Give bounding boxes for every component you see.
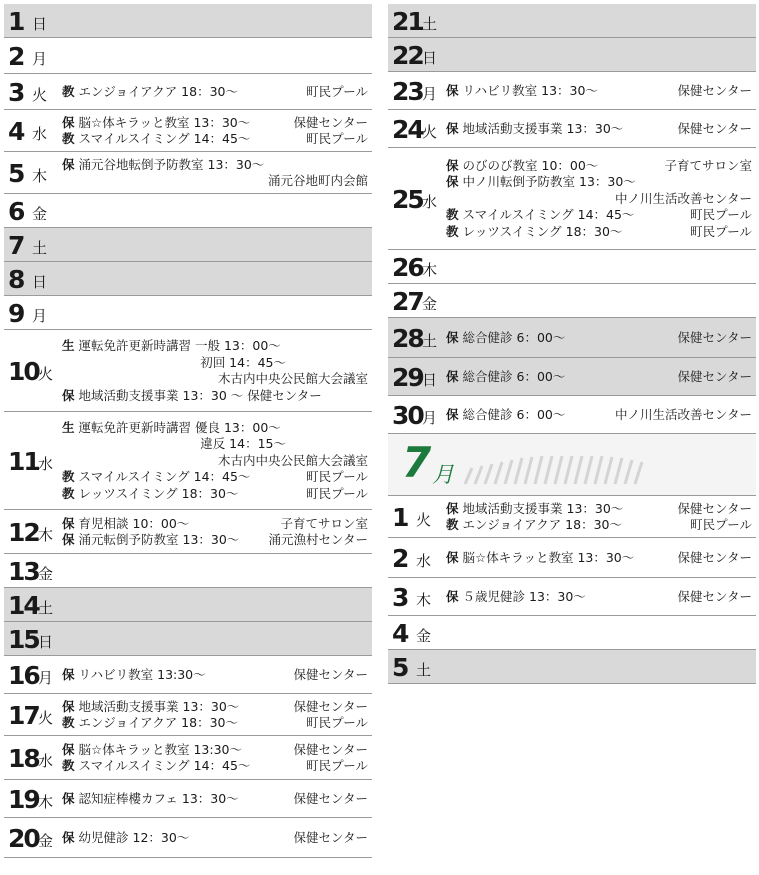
weekday-label: 月 [38, 668, 54, 687]
event-item [446, 83, 752, 100]
month-header [388, 434, 756, 496]
weekday-label: 日 [32, 14, 48, 33]
event-item [446, 369, 752, 386]
weekday-label: 水 [422, 192, 438, 211]
event-place: 町民プール [306, 469, 368, 485]
day-row [4, 588, 372, 622]
category-tag: 保 [62, 698, 75, 714]
day-row [4, 818, 372, 858]
weekday-label: 木 [416, 590, 432, 609]
event-list [62, 84, 368, 101]
event-list [62, 742, 368, 775]
day-number: 30 [392, 400, 423, 430]
day-row [388, 110, 756, 148]
event-place: 保健センター [677, 368, 752, 384]
day-number: 25 [392, 184, 423, 214]
event-place: 保健センター [293, 829, 368, 845]
event-title: エンジョイアクア 18：30～ [78, 83, 238, 99]
weekday-label: 火 [422, 122, 438, 141]
weekday-label: 火 [32, 85, 48, 104]
event-title: 総合健診 6：00～ [462, 406, 566, 422]
event-title: 地域活動支援事業 13：30～ [462, 120, 624, 136]
event-place: 子育てサロン室 [280, 515, 368, 531]
event-item [62, 131, 368, 148]
day-number: 1 [8, 6, 24, 36]
day-row [388, 496, 756, 538]
weekday-label: 月 [32, 306, 48, 325]
event-place: 子育てサロン室 [664, 157, 752, 173]
event-item [446, 501, 752, 518]
event-title: 涌元谷地転倒予防教室 13：30～ [78, 156, 265, 172]
event-list [62, 830, 368, 847]
event-item [62, 84, 368, 101]
category-tag: 保 [62, 790, 75, 806]
event-title: レッツスイミング 18：30～ [462, 223, 623, 239]
weekday-label: 金 [38, 564, 54, 583]
category-tag: 教 [446, 207, 459, 223]
event-place: 町民プール [306, 715, 368, 730]
day-row [388, 396, 756, 434]
day-row [4, 228, 372, 262]
weekday-label: 木 [38, 525, 54, 544]
weekday-label: 土 [32, 238, 48, 257]
event-list [62, 115, 368, 148]
day-number: 14 [8, 590, 39, 620]
category-tag: 保 [446, 588, 459, 604]
event-title: のびのび教室 10：00～ [462, 157, 599, 173]
day-number: 26 [392, 252, 423, 282]
day-number: 29 [392, 362, 423, 392]
day-number: 17 [8, 700, 39, 730]
category-tag: 教 [446, 517, 459, 532]
day-row [4, 296, 372, 330]
day-number: 3 [8, 77, 24, 107]
event-place: 中ノ川生活改善センター [614, 406, 752, 422]
weekday-label: 金 [422, 294, 438, 313]
event-item [62, 667, 368, 684]
weekday-label: 月 [422, 84, 438, 103]
event-title: 育児相談 10：00～ [78, 515, 190, 531]
event-item [62, 791, 368, 808]
event-place: 町民プール [306, 485, 368, 501]
event-item [446, 207, 752, 224]
day-row [4, 622, 372, 656]
weekday-label: 土 [422, 331, 438, 350]
event-title: 脳☆体キラッと教室 13：30～ [78, 114, 251, 130]
event-continuation: 涌元谷地町内会館 [267, 173, 368, 188]
event-place: 保健センター [677, 120, 752, 136]
event-continuation: 木古内中央公民館大会議室 [217, 452, 368, 468]
category-tag: 保 [62, 114, 75, 130]
june-second-half [388, 4, 756, 434]
event-list [446, 83, 752, 100]
event-title: ５歳児健診 13：30～ [462, 588, 586, 604]
event-item [62, 742, 368, 759]
day-number: 6 [8, 196, 24, 226]
event-place: 町民プール [690, 517, 752, 532]
weekday-label: 金 [38, 831, 54, 850]
category-tag: 生 [62, 338, 75, 353]
event-continuation: 中ノ川生活改善センター [614, 190, 752, 206]
july-first-days [388, 496, 756, 684]
day-number: 22 [392, 40, 423, 70]
category-tag: 保 [446, 549, 459, 565]
weekday-label: 土 [38, 598, 54, 617]
day-number: 1 [392, 502, 408, 532]
event-place: 保健センター [677, 329, 752, 345]
category-tag: 保 [446, 174, 459, 190]
event-item [62, 420, 368, 437]
event-list [446, 330, 752, 347]
day-row [388, 318, 756, 358]
day-number: 4 [392, 618, 408, 648]
day-number: 27 [392, 286, 423, 316]
weekday-label: 月 [422, 408, 438, 427]
event-list [62, 420, 368, 503]
weekday-label: 木 [422, 260, 438, 279]
weekday-label: 木 [38, 792, 54, 811]
day-row [4, 262, 372, 296]
day-number: 28 [392, 323, 423, 353]
event-title: 地域活動支援事業 13：30 ～ 保健センター [78, 387, 322, 403]
event-title: エンジョイアクア 18：30～ [78, 715, 238, 730]
month-unit: 月 [432, 463, 455, 488]
weekday-label: 水 [38, 751, 54, 770]
weekday-label: 火 [38, 708, 54, 727]
day-number: 5 [392, 652, 408, 682]
event-item [62, 516, 368, 533]
category-tag: 教 [446, 223, 459, 239]
category-tag: 教 [62, 758, 75, 773]
decorative-stripes-icon [460, 446, 650, 486]
event-title: エンジョイアクア 18：30～ [462, 517, 622, 532]
event-title: 脳☆体キラッと教室 13：30～ [462, 549, 635, 565]
category-tag: 保 [62, 741, 75, 757]
event-item [62, 115, 368, 132]
event-item [446, 224, 752, 241]
day-number: 16 [8, 660, 39, 690]
event-place: 町民プール [690, 207, 752, 223]
event-list [62, 667, 368, 684]
event-item [62, 486, 368, 503]
weekday-label: 土 [422, 14, 438, 33]
day-number: 4 [8, 116, 24, 146]
event-item [446, 407, 752, 424]
category-tag: 教 [62, 469, 75, 485]
event-title: 中ノ川転倒予防教室 13：30～ [462, 174, 636, 190]
event-title: 総合健診 6：00～ [462, 329, 566, 345]
day-number: 18 [8, 743, 39, 773]
day-number: 24 [392, 114, 423, 144]
day-number: 13 [8, 556, 39, 586]
event-place: 保健センター [677, 549, 752, 565]
event-place: 保健センター [293, 666, 368, 682]
left-column [4, 4, 372, 858]
event-list [446, 121, 752, 138]
event-title: スマイルスイミング 14：45～ [78, 131, 251, 146]
event-place: 町民プール [306, 131, 368, 146]
day-number: 15 [8, 624, 39, 654]
event-list [446, 501, 752, 534]
event-continuation: 初回 14：45～ [200, 354, 286, 370]
weekday-label: 日 [422, 370, 438, 389]
event-title: 幼児健診 12：30～ [78, 829, 190, 845]
event-place: 町民プール [306, 83, 368, 99]
event-title: リハビリ教室 13：30～ [462, 82, 598, 98]
day-number: 2 [392, 543, 408, 573]
day-row [4, 694, 372, 736]
event-title: レッツスイミング 18：30～ [78, 485, 239, 501]
day-row [4, 74, 372, 110]
event-item [62, 830, 368, 847]
event-title: スマイルスイミング 14：45～ [462, 207, 635, 223]
event-item [62, 699, 368, 716]
event-item [62, 157, 368, 174]
day-number: 21 [392, 6, 423, 36]
category-tag: 保 [62, 666, 75, 682]
event-place: 町民プール [690, 223, 752, 239]
event-item [62, 758, 368, 775]
event-item [446, 550, 752, 567]
day-row [388, 4, 756, 38]
event-continuation: 木古内中央公民館大会議室 [217, 371, 368, 386]
day-row [388, 250, 756, 284]
day-row [388, 616, 756, 650]
day-number: 9 [8, 298, 24, 328]
weekday-label: 水 [32, 124, 48, 143]
event-title: 総合健診 6：00～ [462, 368, 566, 384]
category-tag: 保 [446, 120, 459, 136]
category-tag: 生 [62, 419, 75, 435]
event-list [446, 158, 752, 241]
day-number: 10 [8, 356, 39, 386]
weekday-label: 日 [38, 632, 54, 651]
day-row [4, 736, 372, 780]
day-row [4, 330, 372, 412]
day-row [4, 554, 372, 588]
event-continuation: 違反 14：15～ [200, 436, 286, 452]
day-row [388, 148, 756, 250]
event-item [62, 715, 368, 732]
month-number: 7 [402, 438, 430, 487]
event-place: 保健センター [293, 790, 368, 806]
event-list [62, 338, 368, 404]
day-number: 12 [8, 517, 39, 547]
event-list [446, 369, 752, 386]
event-list [62, 791, 368, 808]
event-list [62, 157, 368, 190]
event-place: 保健センター [677, 588, 752, 604]
event-title: スマイルスイミング 14：45～ [78, 758, 251, 773]
day-row [388, 38, 756, 72]
event-place: 涌元漁村センター [268, 532, 368, 547]
event-place: 保健センター [293, 114, 368, 130]
category-tag: 教 [62, 83, 75, 99]
category-tag: 保 [446, 329, 459, 345]
event-title: 認知症棒樓カフェ 13：30～ [78, 790, 239, 806]
event-item [446, 517, 752, 534]
event-title: スマイルスイミング 14：45～ [78, 469, 251, 485]
day-number: 7 [8, 230, 24, 260]
day-number: 11 [8, 446, 39, 476]
event-list [446, 589, 752, 606]
event-title: 運転免許更新時講習 優良 13：00～ [78, 419, 281, 435]
category-tag: 保 [446, 82, 459, 98]
weekday-label: 火 [38, 364, 54, 383]
event-item [446, 330, 752, 347]
day-number: 5 [8, 158, 24, 188]
day-row [388, 358, 756, 396]
event-title: 地域活動支援事業 13：30～ [462, 500, 624, 516]
day-row [388, 72, 756, 110]
category-tag: 教 [62, 715, 75, 730]
weekday-label: 金 [416, 626, 432, 645]
day-number: 8 [8, 264, 24, 294]
category-tag: 保 [62, 829, 75, 845]
day-row [4, 510, 372, 554]
day-row [388, 650, 756, 684]
event-title: 地域活動支援事業 13：30～ [78, 698, 240, 714]
day-row [4, 110, 372, 152]
event-item [62, 388, 368, 405]
weekday-label: 水 [38, 454, 54, 473]
event-item [62, 469, 368, 486]
event-place: 保健センター [293, 741, 368, 757]
right-column [388, 4, 756, 684]
category-tag: 保 [446, 368, 459, 384]
category-tag: 保 [62, 515, 75, 531]
weekday-label: 火 [416, 510, 432, 529]
day-row [4, 194, 372, 228]
category-tag: 保 [62, 156, 75, 172]
day-number: 2 [8, 41, 24, 71]
event-list [62, 516, 368, 549]
day-number: 3 [392, 582, 408, 612]
event-item [446, 121, 752, 138]
day-row [4, 152, 372, 194]
day-row [388, 538, 756, 578]
category-tag: 保 [446, 157, 459, 173]
day-row [4, 38, 372, 74]
day-row [4, 780, 372, 818]
weekday-label: 日 [32, 272, 48, 291]
weekday-label: 水 [416, 551, 432, 570]
weekday-label: 金 [32, 204, 48, 223]
event-place: 保健センター [293, 698, 368, 714]
event-item [446, 174, 752, 191]
event-item [62, 532, 368, 549]
event-place: 町民プール [306, 758, 368, 773]
event-place: 保健センター [677, 82, 752, 98]
day-row [4, 412, 372, 510]
event-title: 脳☆体キラッと教室 13:30～ [78, 741, 242, 757]
day-row [4, 4, 372, 38]
weekday-label: 日 [422, 48, 438, 67]
event-list [62, 699, 368, 732]
category-tag: 保 [446, 500, 459, 516]
category-tag: 保 [62, 532, 75, 547]
event-place: 保健センター [677, 500, 752, 516]
category-tag: 教 [62, 131, 75, 146]
event-title: 涌元転倒予防教室 13：30～ [78, 532, 240, 547]
event-list [446, 407, 752, 424]
event-item [446, 589, 752, 606]
day-number: 23 [392, 76, 423, 106]
event-item [446, 158, 752, 175]
day-row [388, 578, 756, 616]
event-item [62, 338, 368, 355]
weekday-label: 木 [32, 166, 48, 185]
weekday-label: 土 [416, 660, 432, 679]
day-row [388, 284, 756, 318]
day-number: 20 [8, 823, 39, 853]
category-tag: 保 [446, 406, 459, 422]
category-tag: 教 [62, 485, 75, 501]
day-number: 19 [8, 784, 39, 814]
event-title: リハビリ教室 13:30～ [78, 666, 206, 682]
day-row [4, 656, 372, 694]
event-list [446, 550, 752, 567]
weekday-label: 月 [32, 49, 48, 68]
category-tag: 保 [62, 387, 75, 403]
event-title: 運転免許更新時講習 一般 13：00～ [78, 338, 281, 353]
